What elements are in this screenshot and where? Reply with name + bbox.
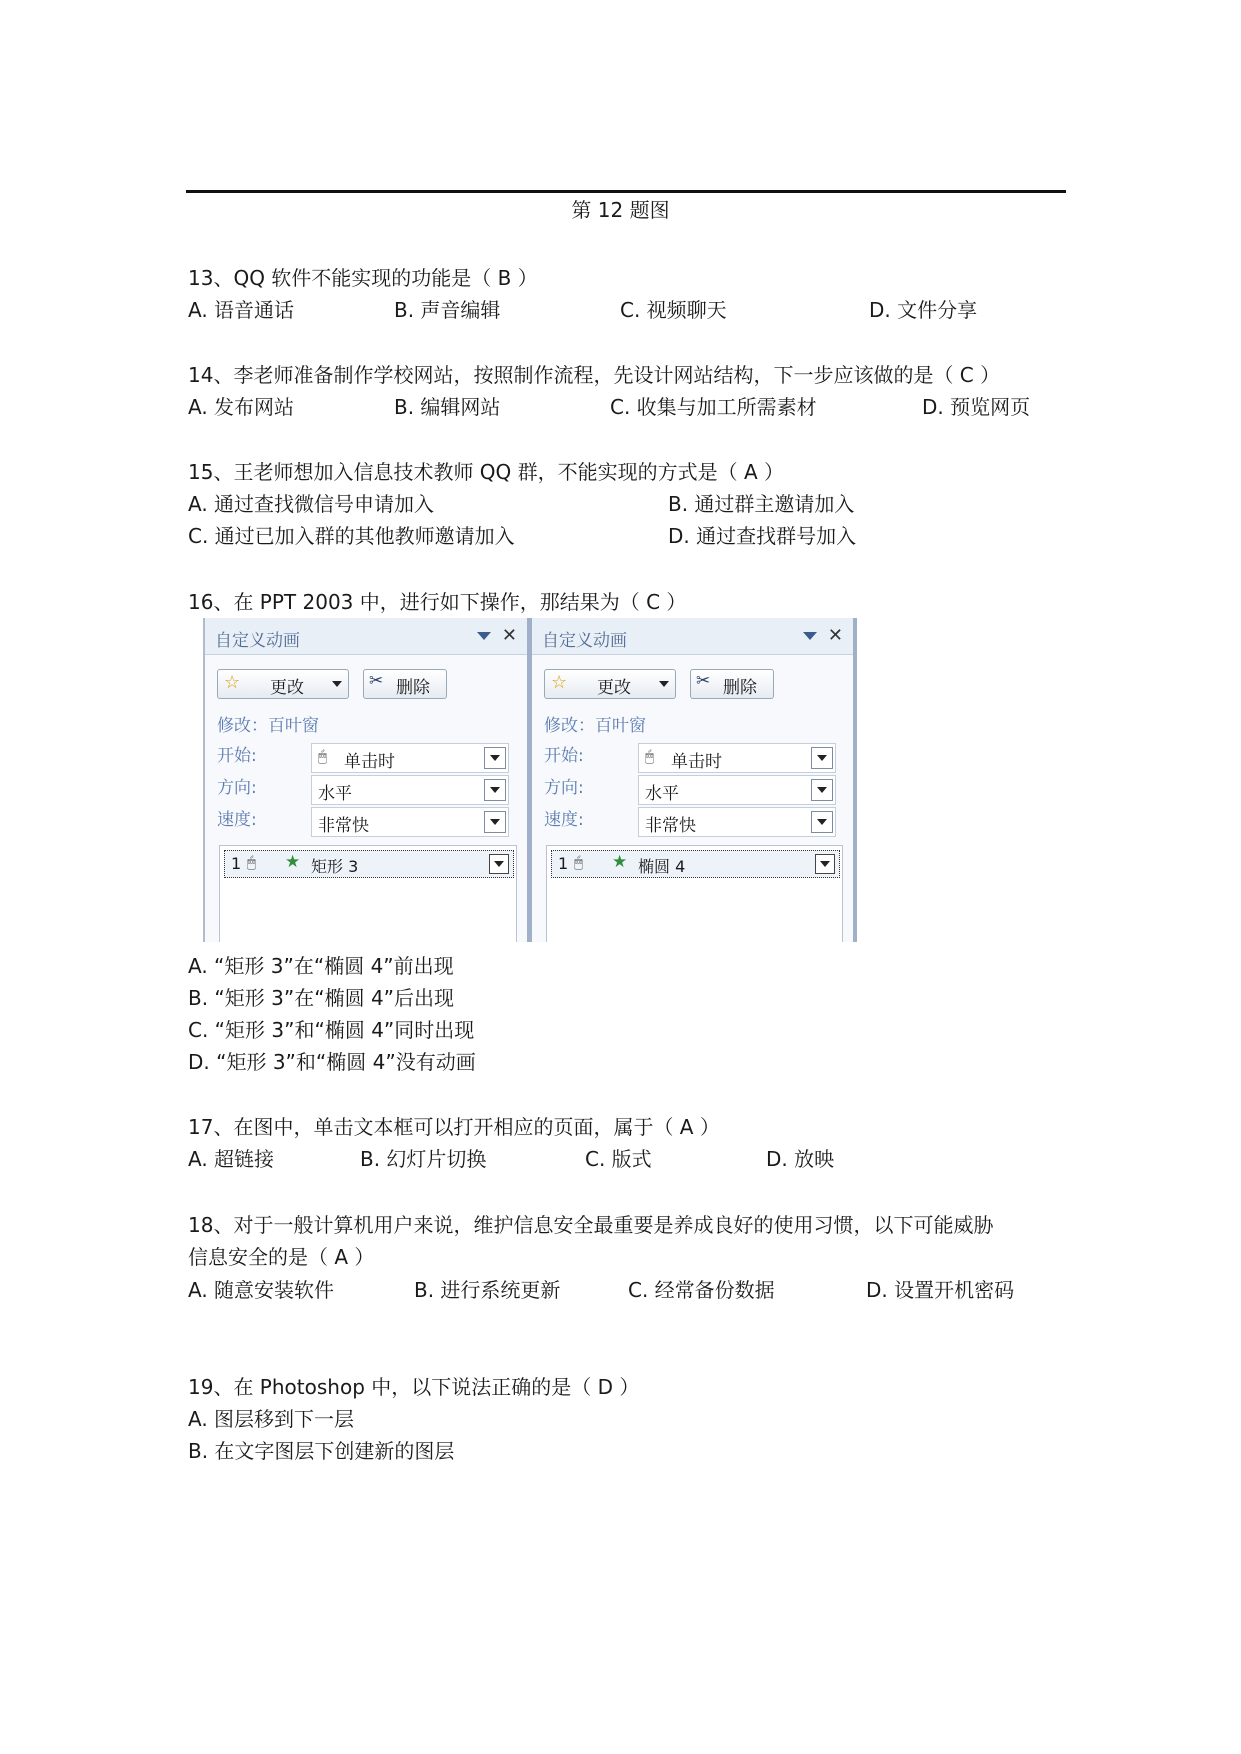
animation-list [219, 845, 517, 942]
star-icon: ☆ [551, 672, 568, 693]
pane-body [205, 655, 527, 942]
direction-select[interactable] [638, 775, 836, 805]
dropdown-arrow-icon[interactable] [811, 779, 833, 801]
pane-body [532, 655, 853, 942]
question-15-stem: 15、王老师想加入信息技术教师 QQ 群，不能实现的方式是（ A ） [188, 460, 785, 484]
change-button[interactable] [544, 669, 676, 699]
speed-label: 速度: [544, 810, 584, 830]
question-18-stem: 18、对于一般计算机用户来说，维护信息安全最重要是养成良好的使用习惯，以下可能威胁 [188, 1213, 994, 1237]
question-16-option-b: B. “矩形 3”在“椭圆 4”后出现 [188, 986, 455, 1010]
pane-menu-icon[interactable] [477, 632, 491, 640]
question-13-option-c: C. 视频聊天 [620, 298, 727, 322]
question-18-option-d: D. 设置开机密码 [866, 1278, 1015, 1302]
star-icon: ☆ [224, 672, 241, 693]
speed-select[interactable] [311, 807, 509, 837]
dropdown-arrow-icon[interactable] [484, 747, 506, 769]
dropdown-arrow-icon[interactable] [811, 811, 833, 833]
direction-label: 方向: [544, 778, 584, 798]
chevron-down-icon [659, 681, 669, 687]
dropdown-arrow-icon[interactable] [489, 854, 509, 874]
remove-effect-icon: ✂ [696, 671, 711, 691]
mouse-icon: 🖱 [574, 853, 584, 871]
close-icon[interactable]: ✕ [501, 625, 517, 646]
animation-list-item[interactable] [224, 850, 514, 878]
question-13-option-b: B. 声音编辑 [394, 298, 501, 322]
question-18-option-a: A. 随意安装软件 [188, 1278, 335, 1302]
question-15-option-a: A. 通过查找微信号申请加入 [188, 492, 435, 516]
question-14-option-b: B. 编辑网站 [394, 395, 501, 419]
custom-animation-pane-right [530, 618, 857, 942]
question-15-option-b: B. 通过群主邀请加入 [668, 492, 855, 516]
question-16-option-d: D. “矩形 3”和“椭圆 4”没有动画 [188, 1050, 476, 1074]
figure-caption: 第 12 题图 [571, 198, 670, 222]
question-15-option-d: D. 通过查找群号加入 [668, 524, 857, 548]
entrance-effect-icon: ★ [285, 852, 301, 872]
speed-value: 非常快 [318, 816, 369, 836]
change-label: 更改 [270, 678, 304, 698]
question-16-option-c: C. “矩形 3”和“椭圆 4”同时出现 [188, 1018, 475, 1042]
question-13-option-a: A. 语音通话 [188, 298, 295, 322]
chevron-down-icon [332, 681, 342, 687]
close-icon[interactable]: ✕ [827, 625, 843, 646]
item-order: 1 [558, 854, 569, 873]
dropdown-arrow-icon[interactable] [484, 811, 506, 833]
question-17-option-b: B. 幻灯片切换 [360, 1147, 487, 1171]
pane-header [205, 618, 527, 655]
question-19-stem: 19、在 Photoshop 中，以下说法正确的是（ D ） [188, 1375, 640, 1399]
question-16-option-a: A. “矩形 3”在“椭圆 4”前出现 [188, 954, 454, 978]
dropdown-arrow-icon[interactable] [815, 854, 835, 874]
modify-label: 修改：百叶窗 [217, 716, 319, 736]
delete-button[interactable] [690, 669, 774, 699]
item-name: 矩形 3 [311, 857, 359, 876]
start-value: 单击时 [671, 752, 722, 772]
speed-label: 速度: [217, 810, 257, 830]
animation-list [546, 845, 843, 942]
question-13-stem: 13、QQ 软件不能实现的功能是（ B ） [188, 266, 538, 290]
item-name: 椭圆 4 [638, 857, 686, 876]
pane-title: 自定义动画 [542, 631, 627, 651]
direction-value: 水平 [318, 784, 352, 804]
question-17-stem: 17、在图中，单击文本框可以打开相应的页面，属于（ A ） [188, 1115, 720, 1139]
question-14-option-c: C. 收集与加工所需素材 [610, 395, 817, 419]
question-14-stem: 14、李老师准备制作学校网站，按照制作流程，先设计网站结构，下一步应该做的是（ C ） [188, 363, 1001, 387]
speed-select[interactable] [638, 807, 836, 837]
start-label: 开始: [217, 746, 257, 766]
mouse-icon: 🖱 [247, 853, 257, 871]
question-18-option-b: B. 进行系统更新 [414, 1278, 561, 1302]
dropdown-arrow-icon[interactable] [811, 747, 833, 769]
animation-list-item[interactable] [551, 850, 840, 878]
delete-label: 删除 [723, 678, 757, 698]
question-18-option-c: C. 经常备份数据 [628, 1278, 775, 1302]
question-16-stem: 16、在 PPT 2003 中，进行如下操作，那结果为（ C ） [188, 590, 687, 614]
change-button[interactable] [217, 669, 349, 699]
item-order: 1 [231, 854, 242, 873]
start-select[interactable] [638, 743, 836, 773]
remove-effect-icon: ✂ [369, 671, 384, 691]
entrance-effect-icon: ★ [612, 852, 628, 872]
mouse-icon: 🖱 [645, 747, 655, 765]
start-select[interactable] [311, 743, 509, 773]
question-17-option-a: A. 超链接 [188, 1147, 275, 1171]
mouse-icon: 🖱 [318, 747, 328, 765]
start-value: 单击时 [344, 752, 395, 772]
dropdown-arrow-icon[interactable] [484, 779, 506, 801]
question-17-option-c: C. 版式 [585, 1147, 652, 1171]
question-13-option-d: D. 文件分享 [869, 298, 978, 322]
question-19-option-b: B. 在文字图层下创建新的图层 [188, 1439, 455, 1463]
pane-header [532, 618, 853, 655]
direction-label: 方向: [217, 778, 257, 798]
top-rule [186, 190, 1066, 193]
change-label: 更改 [597, 678, 631, 698]
direction-select[interactable] [311, 775, 509, 805]
pane-title: 自定义动画 [215, 631, 300, 651]
speed-value: 非常快 [645, 816, 696, 836]
delete-label: 删除 [396, 678, 430, 698]
start-label: 开始: [544, 746, 584, 766]
question-17-option-d: D. 放映 [766, 1147, 835, 1171]
direction-value: 水平 [645, 784, 679, 804]
question-14-option-d: D. 预览网页 [922, 395, 1031, 419]
question-19-option-a: A. 图层移到下一层 [188, 1407, 355, 1431]
delete-button[interactable] [363, 669, 447, 699]
custom-animation-pane-left [203, 618, 533, 942]
modify-label: 修改：百叶窗 [544, 716, 646, 736]
question-15-option-c: C. 通过已加入群的其他教师邀请加入 [188, 524, 515, 548]
pane-menu-icon[interactable] [803, 632, 817, 640]
question-14-option-a: A. 发布网站 [188, 395, 295, 419]
question-18-stem-continued: 信息安全的是（ A ） [188, 1245, 375, 1269]
